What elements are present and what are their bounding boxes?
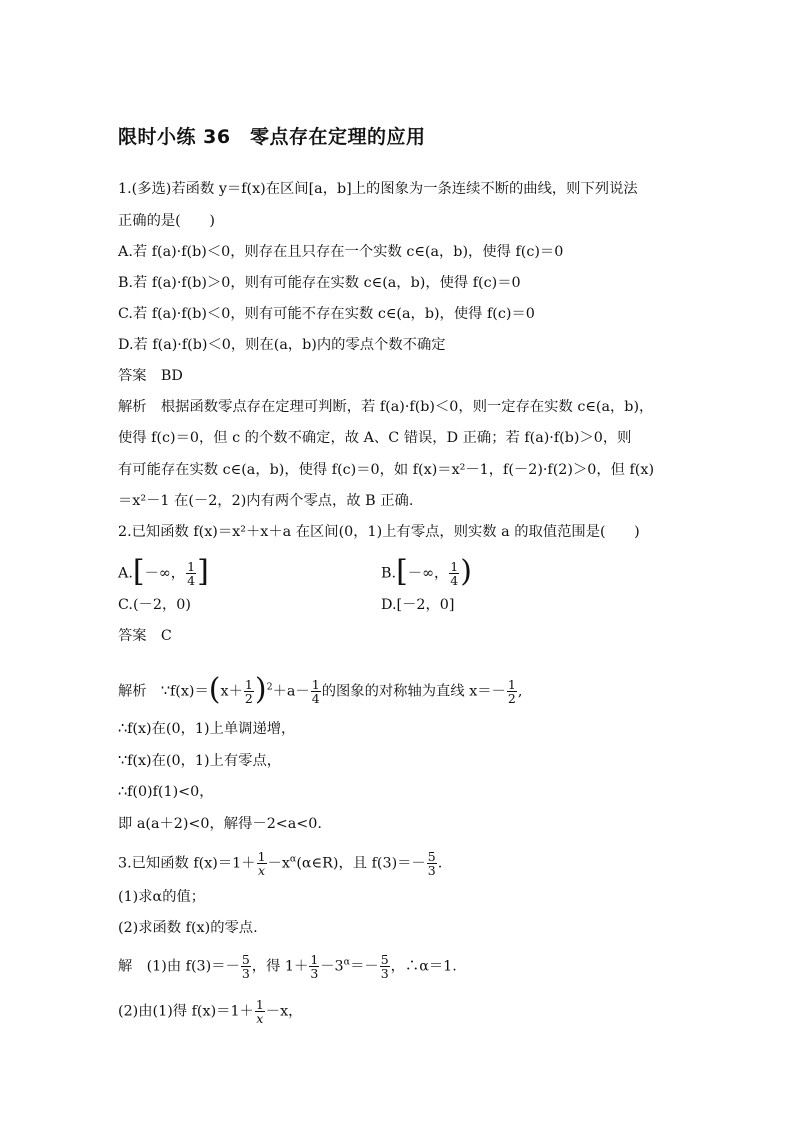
fraction-numerator: 1: [244, 677, 253, 692]
square-exponent: 2: [266, 681, 273, 693]
fraction-numerator: 5: [427, 849, 436, 864]
stem-text: 3.已知函数 f(x)＝1＋: [118, 855, 256, 872]
fraction-half: [507, 678, 517, 705]
analysis-label: 解析: [118, 399, 147, 415]
option-body: －∞，: [407, 565, 449, 582]
fraction-denominator: x: [258, 863, 266, 878]
q3-part2: (2)求函数 f(x)的零点.: [118, 920, 258, 936]
q1-option-b: B.若 f(a)·f(b)＞0，则有可能存在实数 c∈(a，b)，使得 f(c)＝0: [118, 275, 521, 291]
alpha-exponent: α: [343, 956, 351, 968]
analysis-label: 解析: [118, 683, 147, 700]
fraction-numerator: 1: [311, 677, 320, 692]
solution-text: ＝－: [350, 958, 379, 975]
right-paren: ): [254, 671, 267, 707]
q2-answer: [118, 627, 172, 645]
solution-text: －3: [320, 958, 344, 975]
q1-analysis-line1: [118, 398, 653, 416]
q1-option-c: C.若 f(a)·f(b)＜0，则有可能不存在实数 c∈(a，b)，使得 f(c)＝0: [118, 306, 535, 322]
fraction-denominator: 3: [241, 966, 250, 981]
solution-text: －x，: [265, 1003, 303, 1020]
fraction-numerator: 1: [255, 997, 264, 1012]
fraction-denominator: 3: [380, 966, 389, 981]
expr-text: ＋a－: [272, 683, 310, 700]
answer-value: BD: [160, 368, 183, 384]
q1-analysis-line3: 有可能存在实数 c∈(a，b)，使得 f(c)＝0，如 f(x)＝x²－1，f(－2)·f(2)＞0，但 f(x): [118, 462, 655, 478]
fraction-denominator: 3: [427, 863, 436, 878]
q1-stem-line2: 正确的是( ): [118, 213, 215, 229]
fraction: [449, 560, 459, 587]
left-bracket: [: [396, 553, 408, 589]
solution-text: ，∴α＝1.: [390, 958, 457, 975]
option-letter: B.: [381, 565, 397, 582]
q3-part1: (1)求α的值；: [118, 889, 206, 905]
q1-analysis-line2: 使得 f(c)＝0，但 c 的个数不确定，故 A、C 错误，D 正确；若 f(a)·f(b)＞0，则: [118, 430, 632, 446]
fraction-denominator: 4: [450, 573, 459, 588]
q1-answer: [118, 367, 183, 385]
fraction-numerator: 1: [257, 849, 266, 864]
q2-option-b: [381, 553, 472, 589]
fraction-one-third: [309, 953, 319, 980]
fraction-one-over-x: [255, 998, 265, 1025]
analysis-text: 根据函数零点存在定理可判断，若 f(a)·f(b)＜0，则一定存在实数 c∈(a，b)，: [160, 399, 654, 415]
answer-value: C: [160, 628, 172, 644]
punctuation: .: [437, 855, 443, 872]
solution-label: 解: [118, 958, 133, 975]
expr-text: x＋: [220, 683, 243, 700]
punctuation: ,: [517, 683, 523, 700]
fraction-numerator: 1: [507, 677, 516, 692]
q2-option-d: D.[－2，0]: [381, 597, 455, 613]
analysis-text: 的图象的对称轴为直线 x＝－: [321, 683, 506, 700]
fraction-denominator: 2: [507, 691, 516, 706]
q2-option-a: [118, 553, 209, 589]
fraction-denominator: 2: [244, 691, 253, 706]
q3-stem: [118, 850, 442, 877]
stem-text: －x: [267, 855, 290, 872]
fraction-five-thirds: [241, 953, 251, 980]
q2-analysis-line4: ∴f(0)f(1)<0，: [118, 784, 214, 800]
fraction-five-thirds: [380, 953, 390, 980]
analysis-text: ∵f(x)＝: [160, 683, 209, 700]
fraction-denominator: x: [256, 1011, 264, 1026]
q1-analysis-line4: ＝x²－1 在(－2，2)内有两个零点，故 B 正确.: [118, 493, 414, 509]
q2-analysis-line3: ∵f(x)在(0，1)上有零点，: [118, 753, 282, 769]
fraction-denominator: 3: [310, 966, 319, 981]
q2-option-c: C.(－2，0): [118, 597, 191, 613]
fraction-numerator: 1: [310, 952, 319, 967]
option-body: －∞，: [144, 565, 186, 582]
q2-analysis-line5: 即 a(a＋2)<0，解得－2<a<0.: [118, 816, 322, 832]
fraction-numerator: 1: [450, 559, 459, 574]
fraction-denominator: 4: [311, 691, 320, 706]
solution-text: (2)由(1)得 f(x)＝1＋: [118, 1003, 254, 1020]
fraction-quarter: [311, 678, 321, 705]
fraction-one-over-x: [257, 850, 267, 877]
fraction-denominator: 4: [187, 573, 196, 588]
stem-text: (α∈R)，且 f(3)＝－: [296, 855, 426, 872]
fraction-numerator: 1: [187, 559, 196, 574]
right-paren: ): [460, 553, 472, 589]
q3-solution-line2: [118, 998, 302, 1025]
answer-label: 答案: [118, 368, 147, 384]
fraction-numerator: 5: [380, 952, 389, 967]
q3-solution-line1: [118, 953, 457, 980]
q2-stem: 2.已知函数 f(x)＝x²＋x＋a 在区间(0，1)上有零点，则实数 a 的取值范围是( ): [118, 524, 640, 540]
right-bracket: ]: [197, 553, 209, 589]
q1-option-d: D.若 f(a)·f(b)＜0，则在(a，b)内的零点个数不确定: [118, 337, 446, 353]
q1-stem-line1: 1.(多选)若函数 y＝f(x)在区间[a，b]上的图象为一条连续不断的曲线，则下列说法: [118, 181, 638, 197]
left-paren: (: [208, 671, 221, 707]
fraction-numerator: 5: [241, 952, 250, 967]
q1-option-a: A.若 f(a)·f(b)＜0，则存在且只存在一个实数 c∈(a，b)，使得 f(c)＝0: [118, 244, 564, 260]
alpha-exponent: α: [289, 853, 297, 865]
q2-analysis-line2: ∴f(x)在(0，1)上单调递增，: [118, 721, 296, 737]
solution-text: (1)由 f(3)＝－: [146, 958, 240, 975]
fraction: [186, 560, 196, 587]
fraction-five-thirds: [427, 850, 437, 877]
q2-analysis-line1: [118, 671, 523, 707]
page-title: 限时小练 36 零点存在定理的应用: [118, 126, 426, 148]
answer-label: 答案: [118, 628, 147, 644]
solution-text: ，得 1＋: [251, 958, 309, 975]
option-letter: A.: [118, 565, 133, 582]
fraction-half: [244, 678, 254, 705]
left-bracket: [: [132, 553, 145, 589]
